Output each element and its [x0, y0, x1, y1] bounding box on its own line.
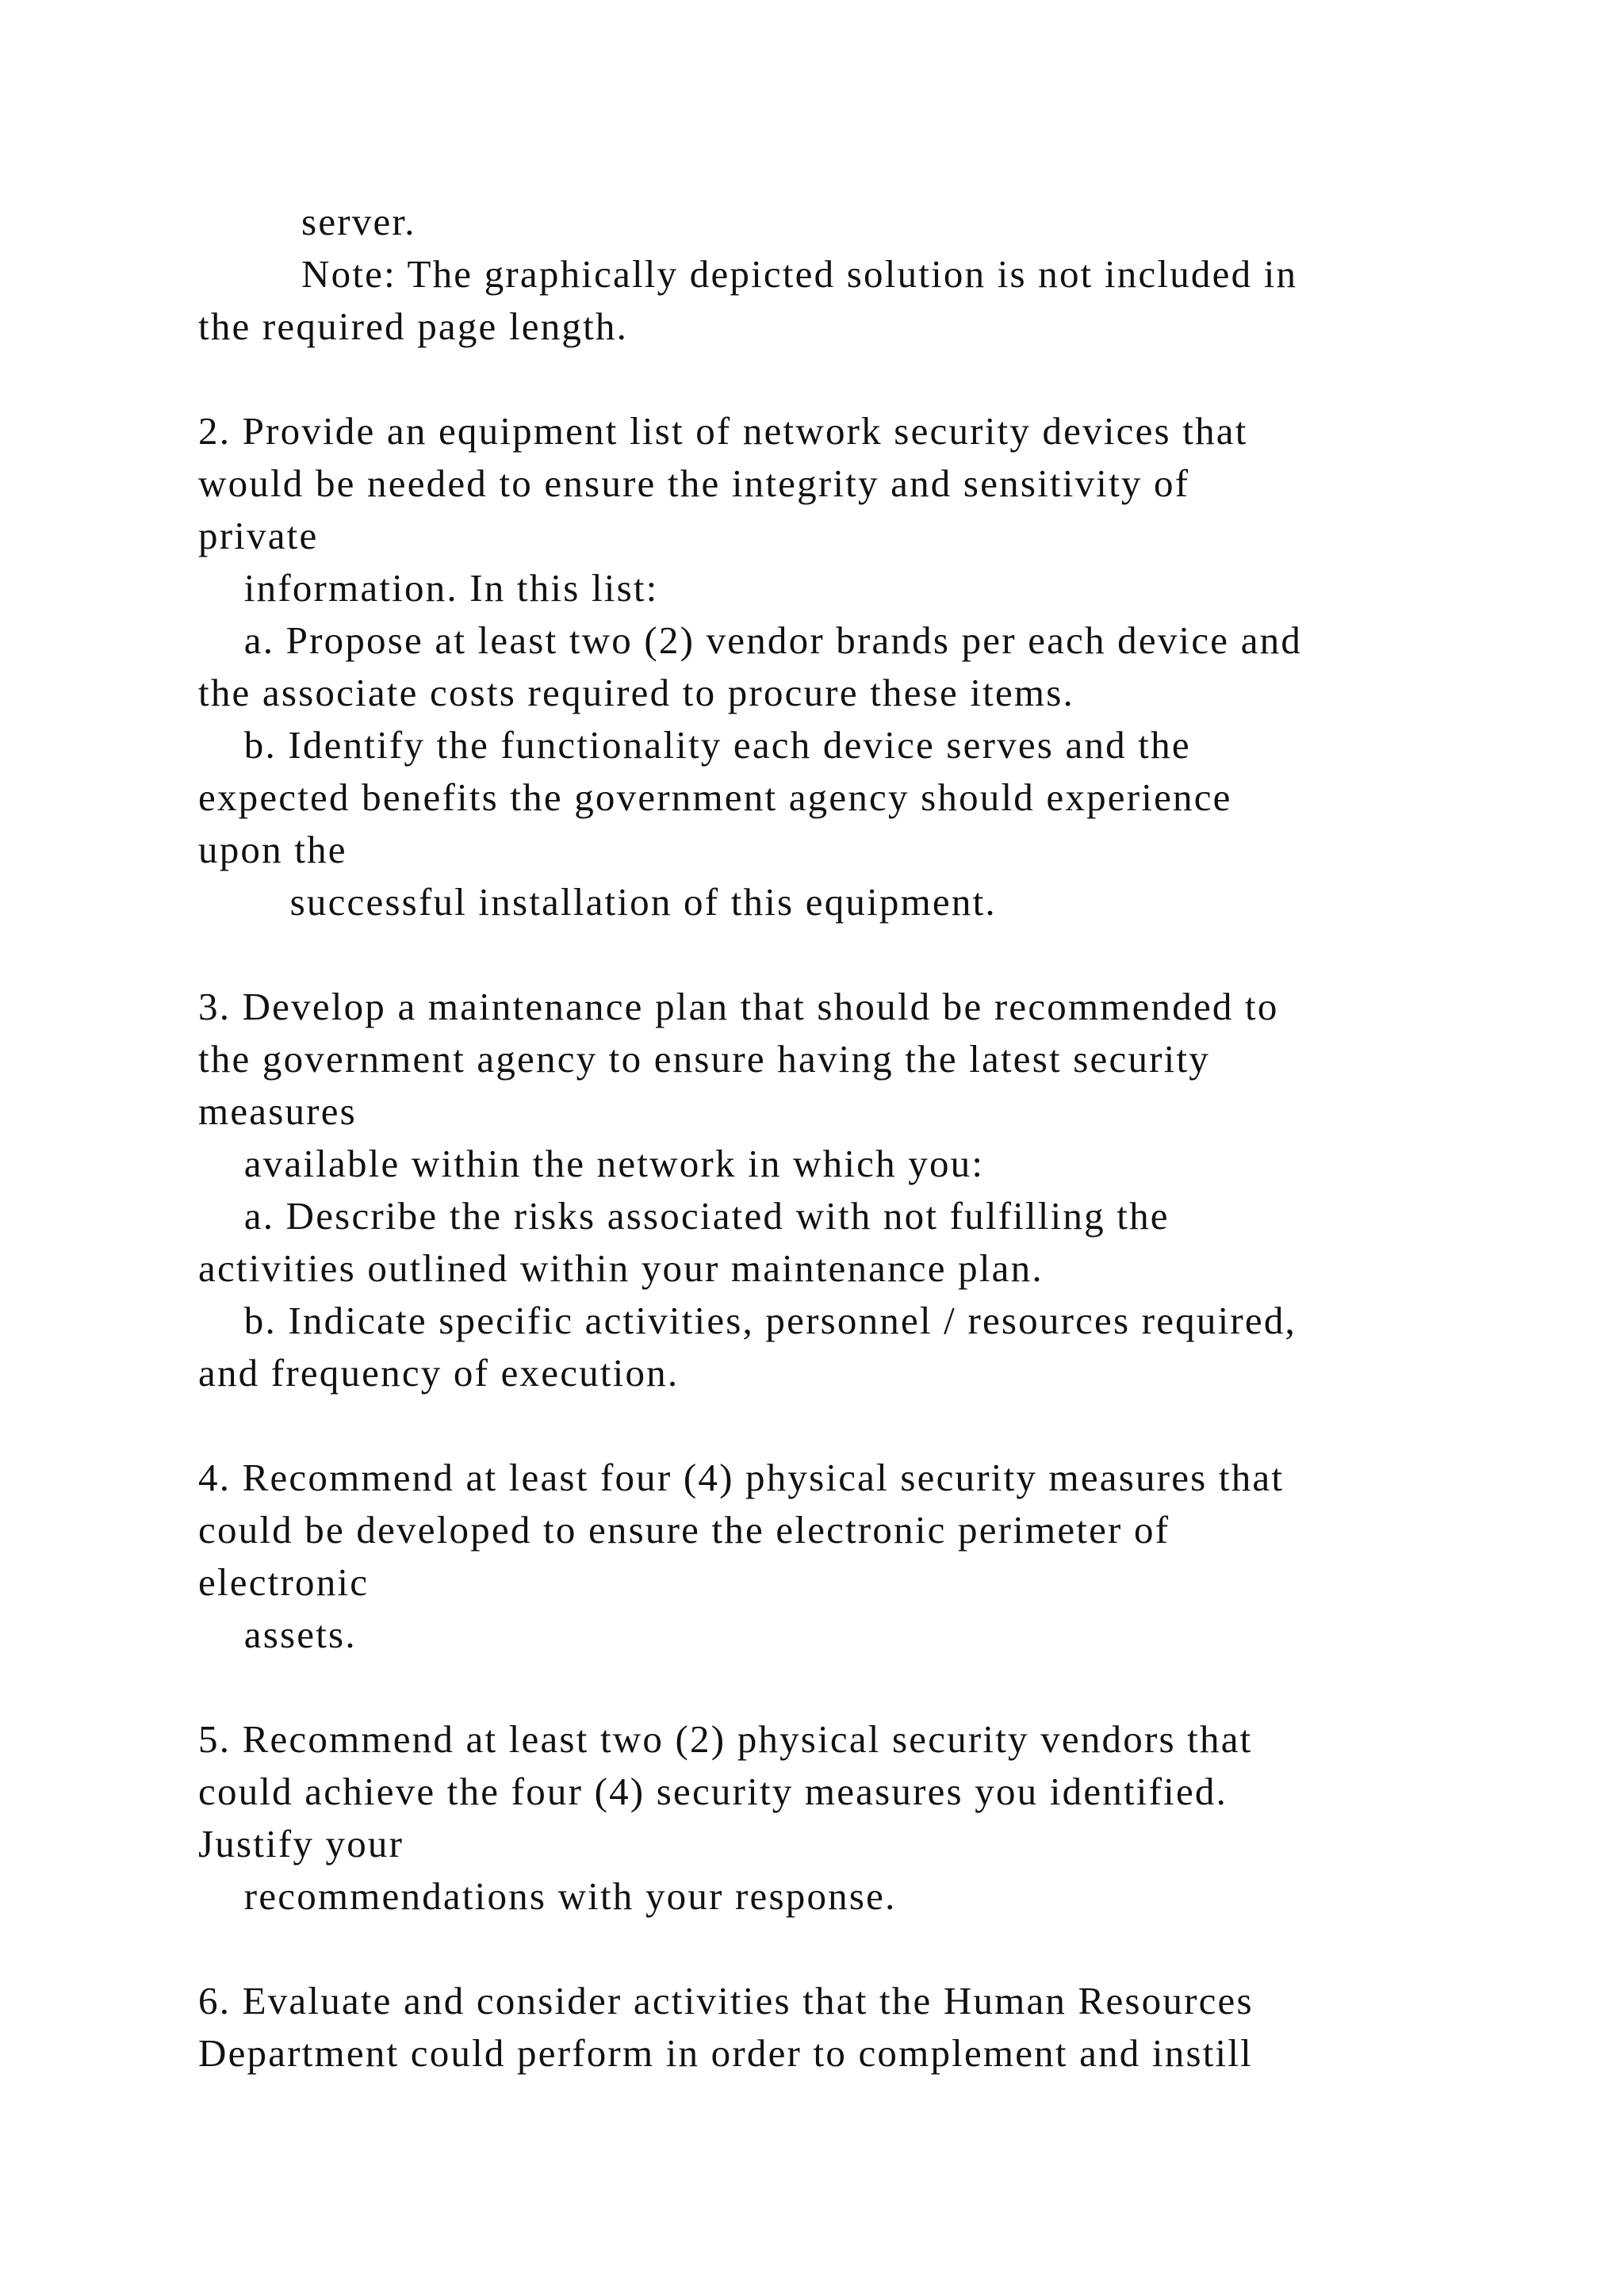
text-line: Justify your	[198, 1822, 404, 1866]
text-line: 4. Recommend at least four (4) physical security measures that	[198, 1456, 1285, 1499]
text-line: activities outlined within your maintenance plan.	[198, 1246, 1044, 1290]
text-line: measures	[198, 1089, 357, 1133]
text-line: the required page length.	[198, 304, 629, 348]
text-line: b. Indicate specific activities, personnel / resources required,	[198, 1299, 1297, 1342]
text-line: would be needed to ensure the integrity and sensitivity of	[198, 461, 1190, 505]
text-line: the government agency to ensure having the latest security	[198, 1037, 1210, 1081]
text-line: b. Identify the functionality each device serves and the	[198, 723, 1191, 767]
text-line: 3. Develop a maintenance plan that should be recommended to	[198, 985, 1279, 1028]
text-line: the associate costs required to procure these items.	[198, 671, 1074, 714]
text-line: successful installation of this equipment.	[198, 880, 997, 924]
text-line: expected benefits the government agency should experience	[198, 775, 1232, 819]
text-line: recommendations with your response.	[198, 1874, 897, 1918]
text-line: electronic	[198, 1560, 370, 1604]
text-line: private	[198, 514, 319, 557]
text-line: 5. Recommend at least two (2) physical security vendors that	[198, 1717, 1253, 1761]
text-line: information. In this list:	[198, 566, 659, 610]
text-line: 2. Provide an equipment list of network security devices that	[198, 409, 1248, 453]
text-line: Department could perform in order to complement and instill	[198, 2031, 1253, 2075]
text-line: server.	[198, 200, 416, 243]
text-line: and frequency of execution.	[198, 1351, 680, 1395]
text-line: Note: The graphically depicted solution is not included in	[198, 252, 1298, 296]
text-line: 6. Evaluate and consider activities that the Human Resources	[198, 1979, 1254, 2022]
text-line: assets.	[198, 1613, 357, 1656]
text-line: could achieve the four (4) security measures you identified.	[198, 1770, 1228, 1813]
text-line: could be developed to ensure the electronic perimeter of	[198, 1508, 1170, 1552]
text-line: available within the network in which you:	[198, 1142, 985, 1185]
text-line: a. Propose at least two (2) vendor brands per each device and	[198, 618, 1303, 662]
text-line: upon the	[198, 828, 347, 871]
text-line: a. Describe the risks associated with not fulfilling the	[198, 1194, 1170, 1238]
